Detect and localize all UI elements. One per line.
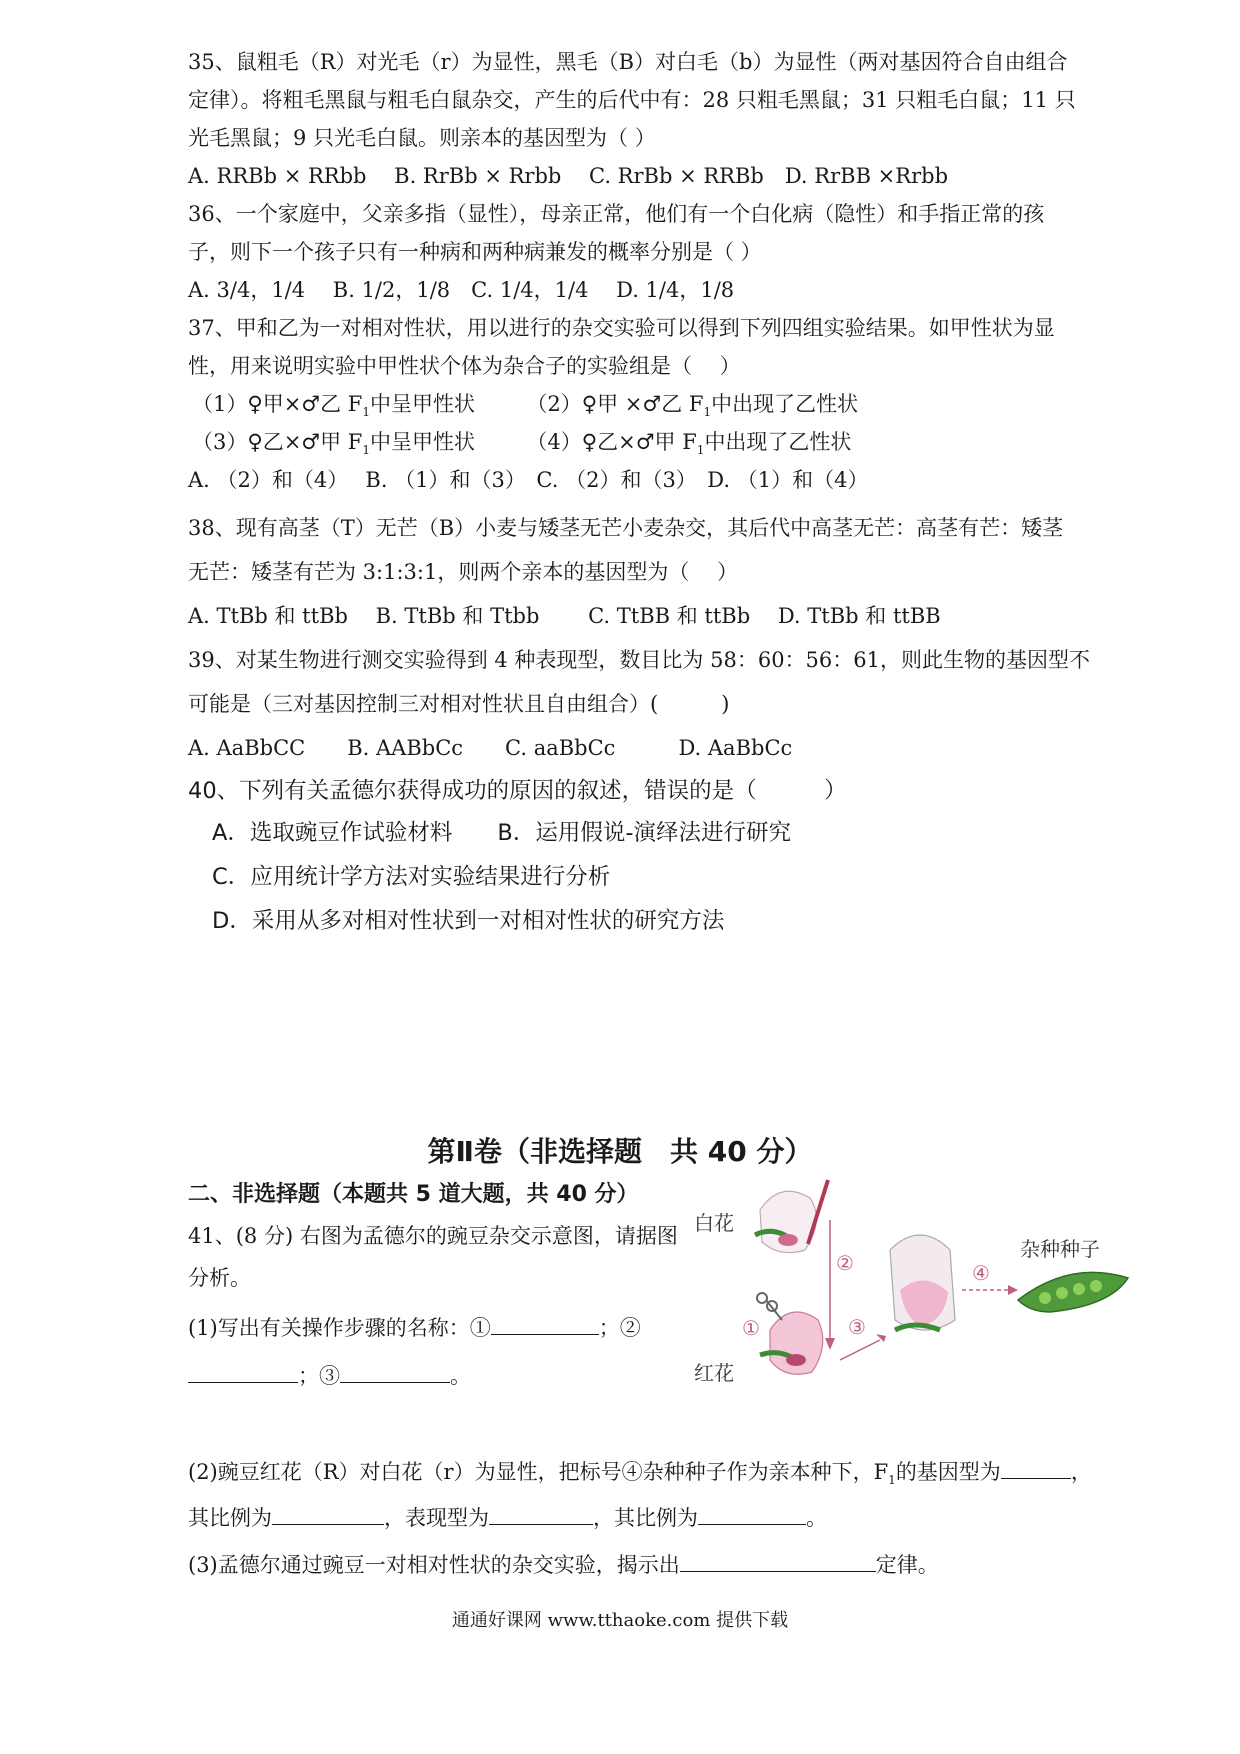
answer-blank-phenotype[interactable] [489, 1506, 593, 1525]
q41-sub2-line2: 其比例为 ，表现型为 ，其比例为 。 [188, 1506, 827, 1530]
q40-option-d: D．采用从多对相对性状到一对相对性状的研究方法 [212, 908, 725, 934]
pea-pod-icon [1018, 1272, 1128, 1312]
answer-blank-law[interactable] [680, 1553, 876, 1572]
answer-blank-genotype[interactable] [1001, 1460, 1071, 1479]
q39-line2: 可能是（三对基因控制三对相对性状且自由组合）( ) [188, 692, 730, 716]
q41-line2: 分析。 [188, 1266, 251, 1290]
answer-blank-ratio-2[interactable] [698, 1506, 806, 1525]
part2-section-heading: 二、非选择题（本题共 5 道大题，共 40 分） [188, 1182, 639, 1207]
page-footer: 通通好课网 www.tthaoke.com 提供下载 [451, 1610, 789, 1631]
q38-line2: 无芒：矮茎有芒为 3:1:3:1，则两个亲本的基因型为（ ） [188, 560, 739, 584]
answer-blank-ratio-1[interactable] [272, 1506, 384, 1525]
q35-line2: 定律）。将粗毛黑鼠与粗毛白鼠杂交，产生的后代中有：28 只粗毛黑鼠；31 只粗毛白鼠；11 只 [188, 88, 1076, 112]
q39-options: A. AaBbCC B. AABbCc C. aaBbCc D. AaBbCc [188, 736, 793, 760]
q37-case-row1 [192, 394, 858, 418]
q36-line1: 36、一个家庭中，父亲多指（显性），母亲正常，他们有一个白化病（隐性）和手指正常的孩 [188, 202, 1045, 226]
q37-case3: （3）♀乙×♂甲 $F_1$中呈甲性状 [192, 430, 476, 458]
q41-line1: 41、(8 分) 右图为孟德尔的豌豆杂交示意图，请据图 [188, 1224, 678, 1248]
q38-line1: 38、现有高茎（T）无芒（B）小麦与矮茎无芒小麦杂交，其后代中高茎无芒：高茎有芒：矮茎 [188, 516, 1064, 540]
pea-hybridization-figure [694, 1180, 1140, 1410]
q41-sub1-line1: (1)写出有关操作步骤的名称：① ；② [188, 1316, 641, 1340]
hybrid-seed-label: 杂种种子 [1020, 1237, 1100, 1261]
q40-option-c: C．应用统计学方法对实验结果进行分析 [212, 864, 611, 890]
q37-case1: （1）♀甲×♂乙 $F_1$中呈甲性状 [192, 392, 476, 420]
step-2-label: ② [836, 1251, 854, 1275]
q35-options: A. RRBb × RRbb B. RrBb × Rrbb C. RrBb × RRBb D. RrBB ×Rrbb [188, 164, 949, 188]
white-flower-label: 白花 [694, 1211, 734, 1235]
q37-case4: （4）♀乙×♂甲 $F_1$中出现了乙性状 [526, 430, 852, 458]
q37-line2: 性，用来说明实验中甲性状个体为杂合子的实验组是（ ） [188, 354, 741, 378]
step-4-label: ④ [972, 1261, 990, 1285]
q36-line2: 子，则下一个孩子只有一种病和两种病兼发的概率分别是（ ） [188, 240, 762, 264]
q39-line1: 39、对某生物进行测交实验得到 4 种表现型，数目比为 58：60：56：61，则此生物的基因型不 [188, 648, 1090, 672]
bagged-flower-icon [890, 1235, 955, 1330]
q40-line1: 40、下列有关孟德尔获得成功的原因的叙述，错误的是（ ） [188, 778, 847, 804]
q37-case-row2 [192, 432, 851, 456]
step-1-label: ① [742, 1316, 760, 1340]
q37-case2: （2）♀甲 ×♂乙 $F_1$中出现了乙性状 [526, 392, 859, 420]
scissors-icon [757, 1293, 782, 1320]
q38-options: A. TtBb 和 ttBb B. TtBb 和 Ttbb C. TtBB 和 ttBb D. TtBb 和 ttBB [188, 604, 941, 628]
answer-blank-2[interactable] [188, 1364, 298, 1383]
q41-sub2-line1: (2)豌豆红花（R）对白花（r）为显性，把标号④杂种种子作为亲本种下，$F_1$的基因型为 ， [188, 1460, 1092, 1488]
answer-blank-1[interactable] [491, 1316, 599, 1335]
step-3-label: ③ [848, 1315, 866, 1339]
q37-line1: 37、甲和乙为一对相对性状，用以进行的杂交实验可以得到下列四组实验结果。如甲性状为显 [188, 316, 1055, 340]
q36-options: A. 3/4，1/4 B. 1/2，1/8 C. 1/4，1/4 D. 1/4，1/8 [188, 278, 735, 302]
answer-blank-3[interactable] [340, 1364, 450, 1383]
q41-sub3: (3)孟德尔通过豌豆一对相对性状的杂交实验，揭示出 定律。 [188, 1553, 939, 1577]
red-flower-label: 红花 [694, 1361, 734, 1385]
red-flower-icon [760, 1312, 823, 1374]
q35-line3: 光毛黑鼠；9 只光毛白鼠。则亲本的基因型为（ ） [188, 126, 656, 150]
q35-line1: 35、鼠粗毛（R）对光毛（r）为显性，黑毛（B）对白毛（b）为显性（两对基因符合自由组合 [188, 50, 1068, 74]
q37-options: A. （2）和（4） B. （1）和（3） C. （2）和（3） D. （1）和（4） [188, 468, 869, 492]
q40-option-ab: A．选取豌豆作试验材料 B．运用假说-演绎法进行研究 [212, 820, 791, 846]
q41-sub1-line2: ；③ 。 [188, 1364, 471, 1387]
part2-title: 第Ⅱ卷（非选择题 共 40 分） [427, 1135, 813, 1168]
